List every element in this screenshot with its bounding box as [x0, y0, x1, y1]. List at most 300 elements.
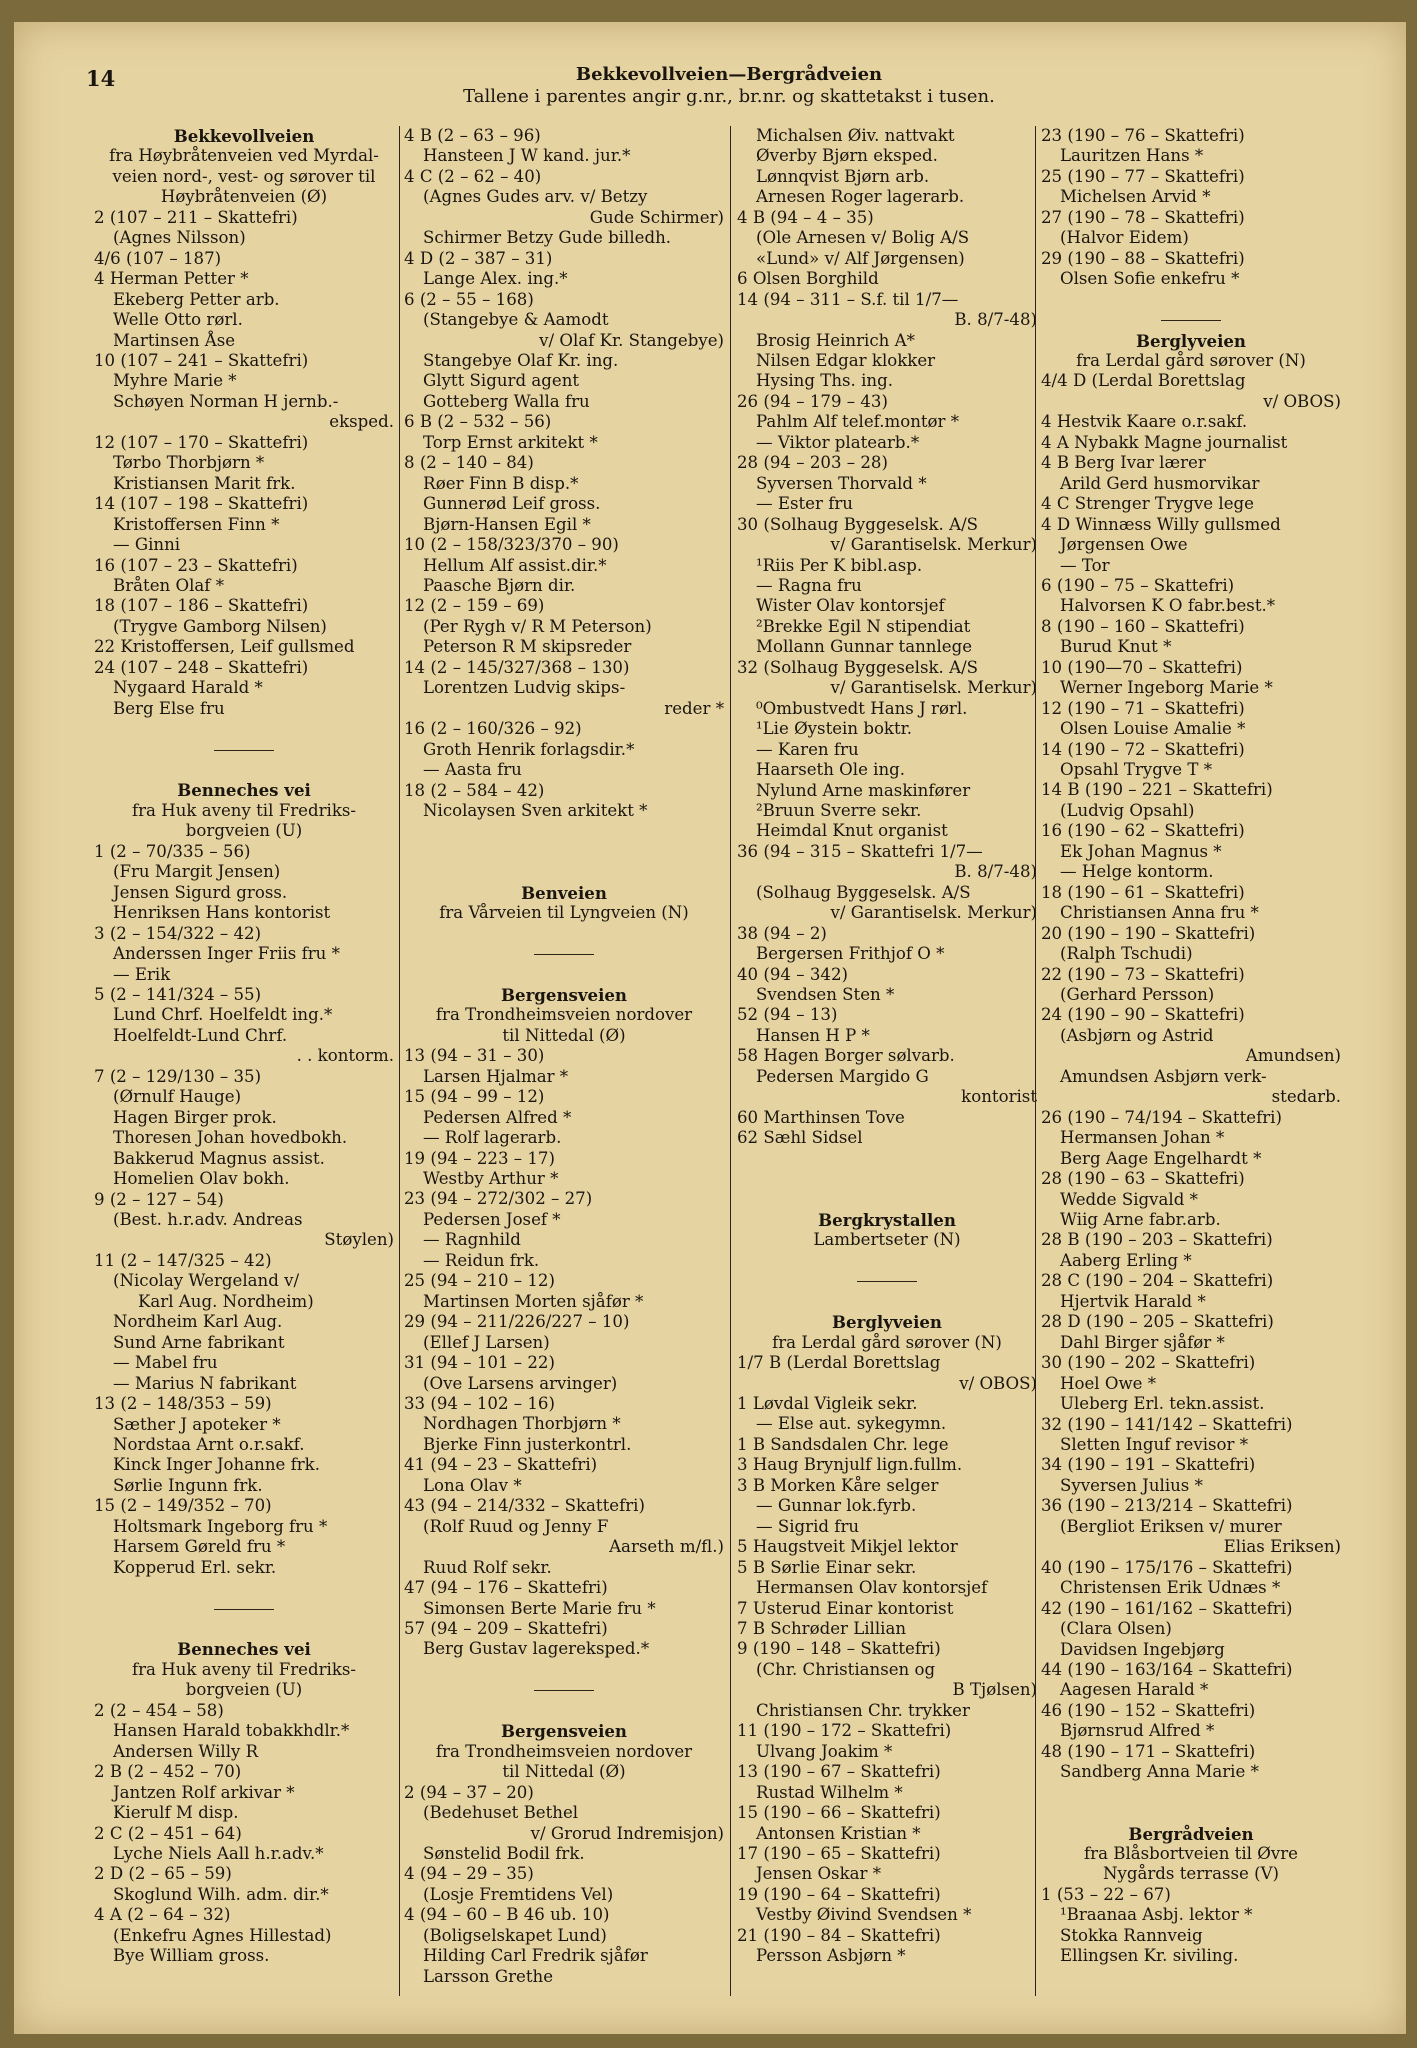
directory-line: (Ole Arnesen v/ Bolig A/S [756, 228, 970, 248]
blank-line [404, 1660, 724, 1680]
directory-page [14, 22, 1406, 2034]
directory-line: Larsen Hjalmar * [423, 1066, 569, 1086]
directory-line: 12 (190 – 71 – Skattefri) [1041, 698, 1245, 718]
column-3 [737, 126, 1037, 1967]
directory-line: Michelsen Arvid * [1060, 187, 1211, 207]
directory-line: Lund Chrf. Hoelfeldt ing.* [113, 1005, 333, 1025]
directory-line: Jensen Oskar * [756, 1864, 882, 1884]
directory-line: Gunnerød Leif gross. [423, 494, 601, 514]
section-divider [737, 1271, 1037, 1291]
directory-line: 1 B Sandsdalen Chr. lege [737, 1434, 949, 1454]
directory-line: 25 (94 – 210 – 12) [404, 1271, 555, 1291]
blank-line [404, 821, 724, 841]
directory-line: Jantzen Rolf arkivar * [113, 1782, 295, 1802]
directory-line: Jørgensen Owe [1060, 535, 1188, 555]
blank-line [404, 965, 724, 985]
directory-line: 29 (190 – 88 – Skattefri) [1041, 248, 1245, 268]
directory-line: — Reidun frk. [423, 1250, 540, 1270]
column-divider [730, 126, 731, 1996]
directory-line: Wister Olav kontorsjef [756, 596, 945, 616]
directory-line: Pahlm Alf telef.montør * [756, 412, 960, 432]
directory-line: v/ Garantiselsk. Merkur) [830, 535, 1037, 555]
directory-line: 8 (2 – 140 – 84) [404, 453, 534, 473]
directory-line: 30 (190 – 202 – Skattefri) [1041, 1353, 1256, 1373]
directory-line: 6 Olsen Borghild [737, 269, 879, 289]
directory-line: Opsahl Trygve T * [1060, 760, 1213, 780]
blank-line [737, 1149, 1037, 1169]
directory-line: Arnesen Roger lagerarb. [756, 187, 965, 207]
directory-line: borgveien (U) [185, 821, 303, 841]
blank-line [404, 842, 724, 862]
page-header [344, 64, 1114, 108]
directory-line: Aarseth m/fl.) [609, 1537, 724, 1557]
directory-line: — Else aut. sykegymn. [756, 1414, 947, 1434]
directory-line: Ekeberg Petter arb. [113, 289, 280, 309]
directory-line: Hjertvik Harald * [1060, 1291, 1206, 1311]
directory-line: 19 (190 – 64 – Skattefri) [737, 1884, 941, 1904]
blank-line [94, 719, 394, 739]
directory-line: Ulvang Joakim * [756, 1741, 893, 1761]
directory-line: Brosig Heinrich A* [756, 330, 915, 350]
directory-line: 21 (190 – 84 – Skattefri) [737, 1925, 941, 1945]
blank-line [404, 924, 724, 944]
directory-line: Hermansen Olav kontorsjef [756, 1578, 988, 1598]
directory-line: Kristiansen Marit frk. [113, 473, 296, 493]
directory-line: 3 (2 – 154/322 – 42) [94, 923, 262, 943]
directory-line: — Ragna fru [756, 575, 862, 595]
directory-line: Sund Arne fabrikant [113, 1332, 285, 1352]
directory-line: 7 (2 – 129/130 – 35) [94, 1066, 262, 1086]
directory-line: 47 (94 – 176 – Skattefri) [404, 1578, 608, 1598]
directory-line: fra Trondheimsveien nordover [435, 1741, 693, 1761]
directory-line: Pedersen Josef * [423, 1209, 561, 1229]
directory-line: 62 Sæhl Sidsel [737, 1128, 863, 1148]
directory-line: Høybråtenveien (Ø) [160, 187, 328, 207]
directory-line: Karl Aug. Nordheim) [138, 1291, 314, 1311]
directory-line: Hansen Harald tobakkhdlr.* [113, 1721, 350, 1741]
blank-line [737, 1251, 1037, 1271]
street-heading: Bergensveien [500, 984, 628, 1005]
directory-line: Hellum Alf assist.dir.* [423, 555, 607, 575]
directory-line: ¹Lie Øystein boktr. [756, 719, 913, 739]
directory-line: Anderssen Inger Friis fru * [113, 944, 340, 964]
directory-line: Nygårds terrasse (V) [1102, 1864, 1280, 1884]
directory-line: (Ørnulf Hauge) [113, 1087, 242, 1107]
directory-line: Schirmer Betzy Gude billedh. [423, 228, 672, 248]
directory-line: Elias Eriksen) [1223, 1537, 1341, 1557]
directory-line: Hilding Carl Fredrik sjåfør [423, 1946, 648, 1966]
directory-line: 58 Hagen Borger sølvarb. [737, 1046, 955, 1066]
directory-line: 13 (2 – 148/353 – 59) [94, 1394, 272, 1414]
section-divider [404, 1680, 724, 1700]
directory-line: Nordheim Karl Aug. [113, 1312, 283, 1332]
blank-line [404, 862, 724, 882]
directory-line: 15 (2 – 149/352 – 70) [94, 1496, 272, 1516]
directory-line: 4 D (2 – 387 – 31) [404, 248, 553, 268]
directory-line: (Agnes Gudes arv. v/ Betzy [423, 187, 648, 207]
directory-line: Nygaard Harald * [113, 678, 263, 698]
directory-line: Øverby Bjørn eksped. [756, 146, 938, 166]
directory-line: Lønnqvist Bjørn arb. [756, 166, 930, 186]
directory-line: Berg Gustav lagereksped.* [423, 1639, 650, 1659]
directory-line: 46 (190 – 152 – Skattefri) [1041, 1700, 1256, 1720]
column-2 [404, 126, 724, 1987]
directory-line: fra Lerdal gård sørover (N) [1076, 350, 1306, 370]
directory-line: Antonsen Kristian * [756, 1823, 921, 1843]
directory-line: 5 Haugstveit Mikjel lektor [737, 1537, 958, 1557]
directory-line: (Enkefru Agnes Hillestad) [113, 1925, 332, 1945]
directory-line: 6 B (2 – 532 – 56) [404, 412, 552, 432]
directory-line: 5 (2 – 141/324 – 55) [94, 985, 262, 1004]
section-divider [404, 944, 724, 964]
directory-line: Lona Olav * [423, 1475, 522, 1495]
directory-line: Bergersen Frithjof O * [756, 944, 945, 964]
directory-line: Lorentzen Ludvig skips- [423, 678, 626, 698]
directory-line: (Ove Larsens arvinger) [423, 1373, 618, 1393]
directory-line: Hoel Owe * [1060, 1373, 1157, 1393]
directory-line: 33 (94 – 102 – 16) [404, 1394, 555, 1414]
directory-line: Westby Arthur * [423, 1169, 559, 1189]
directory-line: 2 (94 – 37 – 20) [404, 1782, 534, 1802]
directory-line: 24 (190 – 90 – Skattefri) [1041, 1005, 1245, 1025]
directory-line: 24 (107 – 248 – Skattefri) [94, 657, 309, 677]
directory-line: Hagen Birger prok. [113, 1107, 277, 1127]
directory-line: 36 (94 – 315 – Skattefri 1/7— [737, 841, 983, 861]
directory-line: 28 C (190 – 204 – Skattefri) [1041, 1271, 1274, 1291]
blank-line [404, 1701, 724, 1721]
directory-line: Olsen Louise Amalie * [1060, 719, 1246, 739]
directory-line: 32 (190 – 141/142 – Skattefri) [1041, 1414, 1293, 1434]
directory-line: 14 (107 – 198 – Skattefri) [94, 494, 309, 514]
directory-line: ²Brekke Egil N stipendiat [756, 616, 971, 636]
directory-line: Werner Ingeborg Marie * [1060, 678, 1273, 698]
directory-line: (Rolf Ruud og Jenny F [423, 1516, 609, 1536]
directory-line: Uleberg Erl. tekn.assist. [1060, 1394, 1265, 1414]
directory-line: 43 (94 – 214/332 – Skattefri) [404, 1496, 645, 1516]
directory-line: 4/6 (107 – 187) [94, 248, 222, 268]
directory-line: Dahl Birger sjåfør * [1060, 1332, 1225, 1352]
section-divider [94, 740, 394, 760]
directory-line: — Erik [113, 964, 171, 984]
directory-line: Gude Schirmer) [589, 207, 724, 227]
directory-line: v/ Grorud Indremisjon) [530, 1823, 724, 1843]
directory-line: Kinck Inger Johanne frk. [113, 1455, 321, 1475]
directory-line: (Ralph Tschudi) [1060, 944, 1193, 964]
directory-line: 13 (94 – 31 – 30) [404, 1046, 545, 1066]
directory-line: Sandberg Anna Marie * [1060, 1762, 1259, 1782]
directory-line: — Tor [1060, 555, 1110, 575]
directory-line: Myhre Marie * [113, 371, 237, 391]
blank-line [94, 1578, 394, 1598]
directory-line: 16 (107 – 23 – Skattefri) [94, 555, 298, 575]
directory-line: Nordhagen Thorbjørn * [423, 1414, 621, 1434]
directory-line: Thoresen Johan hovedbokh. [113, 1128, 348, 1148]
street-heading: Benveien [521, 882, 607, 903]
directory-line: Hysing Ths. ing. [756, 371, 893, 391]
directory-line: Skoglund Wilh. adm. dir.* [113, 1884, 329, 1904]
directory-line: Nordstaa Arnt o.r.sakf. [113, 1434, 305, 1454]
directory-line: (Trygve Gamborg Nilsen) [113, 616, 327, 636]
directory-line: (Boligselskapet Lund) [423, 1925, 607, 1945]
directory-line: Tørbo Thorbjørn * [113, 453, 265, 473]
directory-line: v/ OBOS) [1263, 391, 1341, 411]
directory-line: (Halvor Eidem) [1060, 228, 1189, 248]
directory-line: Bakkerud Magnus assist. [113, 1148, 325, 1168]
directory-line: 48 (190 – 171 – Skattefri) [1041, 1741, 1256, 1761]
directory-line: Wedde Sigvald * [1060, 1189, 1198, 1209]
directory-line: (Asbjørn og Astrid [1060, 1025, 1214, 1045]
directory-line: 26 (94 – 179 – 43) [737, 391, 888, 411]
directory-line: 4 A (2 – 64 – 32) [94, 1905, 231, 1925]
directory-line: 7 Usterud Einar kontorist [737, 1598, 954, 1618]
directory-line: Michalsen Øiv. nattvakt [756, 126, 955, 145]
directory-line: 6 (2 – 55 – 168) [404, 289, 534, 309]
section-divider [94, 1599, 394, 1619]
directory-line: Schøyen Norman H jernb.- [113, 391, 339, 411]
directory-line: Nicolaysen Sven arkitekt * [423, 800, 648, 820]
directory-line: 14 B (190 – 221 – Skattefri) [1041, 780, 1273, 800]
directory-line: til Nittedal (Ø) [502, 1025, 626, 1045]
directory-line: 4 (94 – 29 – 35) [404, 1864, 534, 1884]
directory-line: Heimdal Knut organist [756, 821, 948, 841]
directory-line: Holtsmark Ingeborg fru * [113, 1516, 328, 1536]
directory-line: 12 (2 – 159 – 69) [404, 596, 545, 616]
directory-line: 10 (190—70 – Skattefri) [1041, 657, 1243, 677]
directory-line: Lambertseter (N) [813, 1230, 961, 1250]
directory-line: 20 (190 – 190 – Skattefri) [1041, 923, 1256, 943]
directory-line: 4 B (2 – 63 – 96) [404, 126, 541, 145]
directory-line: 10 (107 – 241 – Skattefri) [94, 350, 309, 370]
directory-line: v/ OBOS) [959, 1373, 1037, 1393]
street-heading: Benneches vei [177, 1639, 311, 1660]
directory-line: 11 (190 – 172 – Skattefri) [737, 1721, 952, 1741]
directory-line: 34 (190 – 191 – Skattefri) [1041, 1455, 1256, 1475]
page-subtitle: Tallene i parentes angir g.nr., br.nr. og skattetakst i tusen. [463, 86, 995, 107]
directory-line: 41 (94 – 23 – Skattefri) [404, 1455, 598, 1475]
directory-line: 14 (2 – 145/327/368 – 130) [404, 657, 630, 677]
column-divider [1035, 126, 1036, 1996]
street-heading: Bekkevollveien [173, 126, 315, 146]
directory-line: Olsen Sofie enkefru * [1060, 269, 1240, 289]
directory-line: fra Vårveien til Lyngveien (N) [439, 903, 689, 923]
directory-line: 19 (94 – 223 – 17) [404, 1148, 555, 1168]
directory-line: 1 (2 – 70/335 – 56) [94, 841, 251, 861]
directory-line: Kristoffersen Finn * [113, 514, 280, 534]
directory-line: 44 (190 – 163/164 – Skattefri) [1041, 1659, 1293, 1679]
street-heading: Bergrådveien [1128, 1823, 1254, 1844]
directory-line: Sørlie Ingunn frk. [113, 1475, 263, 1495]
page-title: Bekkevollveien—Bergrådveien [575, 64, 883, 85]
directory-line: 4 C Strenger Trygve lege [1041, 494, 1254, 514]
directory-line: Mollann Gunnar tannlege [756, 637, 973, 657]
directory-line: 14 (190 – 72 – Skattefri) [1041, 739, 1245, 759]
directory-line: 28 (94 – 203 – 28) [737, 453, 888, 473]
directory-line: fra Huk aveny til Fredriks- [131, 1659, 356, 1679]
directory-line: 28 B (190 – 203 – Skattefri) [1041, 1230, 1273, 1250]
directory-line: 15 (94 – 99 – 12) [404, 1087, 545, 1107]
directory-line: Burud Knut * [1060, 637, 1172, 657]
directory-line: Lauritzen Hans * [1060, 146, 1204, 166]
directory-line: kontorist [961, 1087, 1037, 1107]
directory-line: veien nord-, vest- og sørover til [112, 166, 376, 186]
directory-line: — Rolf lagerarb. [423, 1128, 562, 1148]
directory-line: Støylen) [324, 1230, 394, 1250]
directory-line: stedarb. [1271, 1087, 1341, 1107]
directory-line: Berg Else fru [113, 698, 225, 718]
directory-line: Svendsen Sten * [756, 985, 895, 1005]
directory-line: Syversen Julius * [1060, 1475, 1203, 1495]
directory-line: (Per Rygh v/ R M Peterson) [423, 616, 652, 636]
directory-line: Torp Ernst arkitekt * [423, 432, 598, 452]
directory-line: 4 Hestvik Kaare o.r.sakf. [1041, 412, 1248, 432]
directory-line: 2 (107 – 211 – Skattefri) [94, 207, 298, 227]
directory-line: (Clara Olsen) [1060, 1619, 1172, 1639]
directory-line: 17 (190 – 65 – Skattefri) [737, 1843, 941, 1863]
directory-line: Halvorsen K O fabr.best.* [1060, 596, 1276, 616]
directory-line: 60 Marthinsen Tove [737, 1107, 905, 1127]
directory-line: 4 D Winnæss Willy gullsmed [1041, 514, 1281, 534]
directory-line: Berg Aage Engelhardt * [1060, 1148, 1262, 1168]
directory-line: Andersen Willy R [113, 1741, 259, 1761]
directory-line: Bråten Olaf * [113, 575, 224, 595]
directory-line: 14 (94 – 311 – S.f. til 1/7— [737, 289, 959, 309]
directory-line: — Ragnhild [423, 1230, 521, 1250]
directory-line: Wiig Arne fabr.arb. [1060, 1210, 1221, 1229]
directory-line: fra Blåsbortveien til Øvre [1084, 1844, 1298, 1864]
directory-line: 2 C (2 – 451 – 64) [94, 1823, 242, 1843]
directory-line: 31 (94 – 101 – 22) [404, 1353, 555, 1373]
directory-line: Rustad Wilhelm * [756, 1782, 903, 1802]
directory-line: 27 (190 – 78 – Skattefri) [1041, 207, 1245, 227]
directory-line: Welle Otto rørl. [113, 310, 243, 330]
directory-line: 3 Haug Brynjulf lign.fullm. [737, 1455, 963, 1475]
page-number: 14 [86, 66, 116, 91]
directory-line: fra Huk aveny til Fredriks- [131, 800, 356, 820]
directory-line: Haarseth Ole ing. [756, 760, 906, 780]
directory-line: 23 (94 – 272/302 – 27) [404, 1189, 593, 1209]
street-heading: Berglyveien [832, 1312, 942, 1333]
directory-line: Pedersen Alfred * [423, 1107, 572, 1127]
directory-line: 57 (94 – 209 – Skattefri) [404, 1619, 608, 1638]
directory-line: Sønstelid Bodil frk. [423, 1843, 585, 1863]
directory-line: Amundsen Asbjørn verk- [1060, 1066, 1267, 1086]
directory-line: Røer Finn B disp.* [423, 473, 579, 493]
column-1 [94, 126, 394, 1967]
directory-line: (Agnes Nilsson) [113, 228, 246, 248]
directory-line: Paasche Bjørn dir. [423, 575, 576, 595]
directory-line: — Marius N fabrikant [113, 1373, 297, 1393]
directory-line: Christiansen Anna fru * [1060, 903, 1259, 923]
directory-line: — Aasta fru [423, 760, 522, 780]
directory-line: Nilsen Edgar klokker [756, 350, 936, 370]
directory-line: Ruud Rolf sekr. [423, 1557, 552, 1577]
column-divider [399, 126, 400, 1996]
directory-line: — Viktor platearb.* [756, 432, 920, 452]
directory-line: (Chr. Christiansen og [756, 1659, 936, 1679]
directory-line: 32 (Solhaug Byggeselsk. A/S [737, 657, 979, 677]
directory-line: Larsson Grethe [423, 1966, 554, 1986]
directory-line: fra Trondheimsveien nordover [435, 1005, 693, 1025]
directory-line: 40 (190 – 175/176 – Skattefri) [1041, 1557, 1293, 1577]
directory-line: Homelien Olav bokh. [113, 1169, 290, 1189]
blank-line [737, 1190, 1037, 1210]
directory-line: Sletten Inguf revisor * [1060, 1434, 1249, 1454]
directory-line: 18 (2 – 584 – 42) [404, 780, 545, 800]
directory-line: Peterson R M skipsreder [423, 637, 632, 657]
directory-line: 12 (107 – 170 – Skattefri) [94, 432, 309, 452]
blank-line [94, 760, 394, 780]
street-heading: Bergensveien [500, 1721, 628, 1742]
directory-line: 30 (Solhaug Byggeselsk. A/S [737, 514, 979, 534]
directory-line: Lange Alex. ing.* [423, 269, 568, 289]
directory-line: v/ Olaf Kr. Stangebye) [539, 330, 724, 350]
directory-line: eksped. [329, 412, 394, 432]
directory-line: ¹Riis Per K bibl.asp. [756, 555, 923, 575]
directory-line: Stangebye Olaf Kr. ing. [423, 350, 619, 370]
directory-line: 13 (190 – 67 – Skattefri) [737, 1762, 941, 1782]
directory-line: 38 (94 – 2) [737, 923, 827, 943]
directory-line: 25 (190 – 77 – Skattefri) [1041, 166, 1245, 186]
blank-line [737, 1169, 1037, 1189]
directory-line: 3 B Morken Kåre selger [737, 1475, 939, 1495]
directory-line: Kopperud Erl. sekr. [113, 1557, 277, 1577]
blank-line [1041, 290, 1341, 310]
directory-line: B Tjølsen) [952, 1680, 1037, 1700]
directory-line: (Bedehuset Bethel [423, 1803, 579, 1823]
street-heading: Benneches vei [177, 780, 311, 801]
directory-line: 22 Kristoffersen, Leif gullsmed [94, 637, 355, 657]
directory-line: Ek Johan Magnus * [1060, 841, 1222, 861]
directory-line: Jensen Sigurd gross. [113, 882, 288, 902]
directory-line: 7 B Schrøder Lillian [737, 1619, 907, 1638]
directory-line: 22 (190 – 73 – Skattefri) [1041, 964, 1245, 984]
directory-line: 4 B (94 – 4 – 35) [737, 207, 874, 227]
directory-line: Bjørn-Hansen Egil * [423, 514, 591, 534]
directory-line: Bjerke Finn justerkontrl. [423, 1434, 632, 1454]
directory-line: — Gunnar lok.fyrb. [756, 1496, 917, 1516]
directory-line: ²Bruun Sverre sekr. [756, 800, 922, 820]
directory-line: 11 (2 – 147/325 – 42) [94, 1250, 272, 1270]
street-heading: Bergkrystallen [818, 1209, 956, 1230]
directory-line: 40 (94 – 342) [737, 964, 848, 984]
directory-line: Lyche Niels Aall h.r.adv.* [113, 1844, 324, 1863]
directory-line: 6 (190 – 75 – Skattefri) [1041, 575, 1235, 595]
directory-line: B. 8/7-48) [954, 310, 1037, 330]
directory-line: Hermansen Johan * [1060, 1128, 1225, 1148]
directory-line: 15 (190 – 66 – Skattefri) [737, 1803, 941, 1823]
directory-line: — Helge kontorm. [1060, 862, 1214, 882]
directory-line: ⁰Ombustvedt Hans J rørl. [756, 698, 968, 718]
directory-line: Christensen Erik Udnæs * [1060, 1578, 1281, 1598]
directory-line: Aagesen Harald * [1060, 1680, 1209, 1700]
directory-line: Vestby Øivind Svendsen * [756, 1905, 972, 1925]
directory-line: Hansen H P * [756, 1025, 870, 1045]
directory-line: Henriksen Hans kontorist [113, 903, 331, 923]
directory-line: Aaberg Erling * [1060, 1250, 1192, 1270]
directory-line: Davidsen Ingebjørg [1060, 1639, 1225, 1659]
directory-line: (Best. h.r.adv. Andreas [113, 1209, 303, 1229]
directory-line: 4/4 D (Lerdal Borettslag [1041, 371, 1246, 391]
directory-line: — Sigrid fru [756, 1516, 860, 1536]
directory-line: 9 (190 – 148 – Skattefri) [737, 1639, 941, 1659]
directory-line: — Karen fru [756, 739, 859, 759]
directory-line: 2 (2 – 454 – 58) [94, 1700, 224, 1720]
directory-line: Arild Gerd husmorvikar [1060, 473, 1260, 493]
blank-line [737, 1292, 1037, 1312]
directory-line: Bjørnsrud Alfred * [1060, 1721, 1215, 1741]
directory-line: Amundsen) [1245, 1046, 1341, 1066]
directory-line: fra Lerdal gård sørover (N) [772, 1332, 1002, 1352]
